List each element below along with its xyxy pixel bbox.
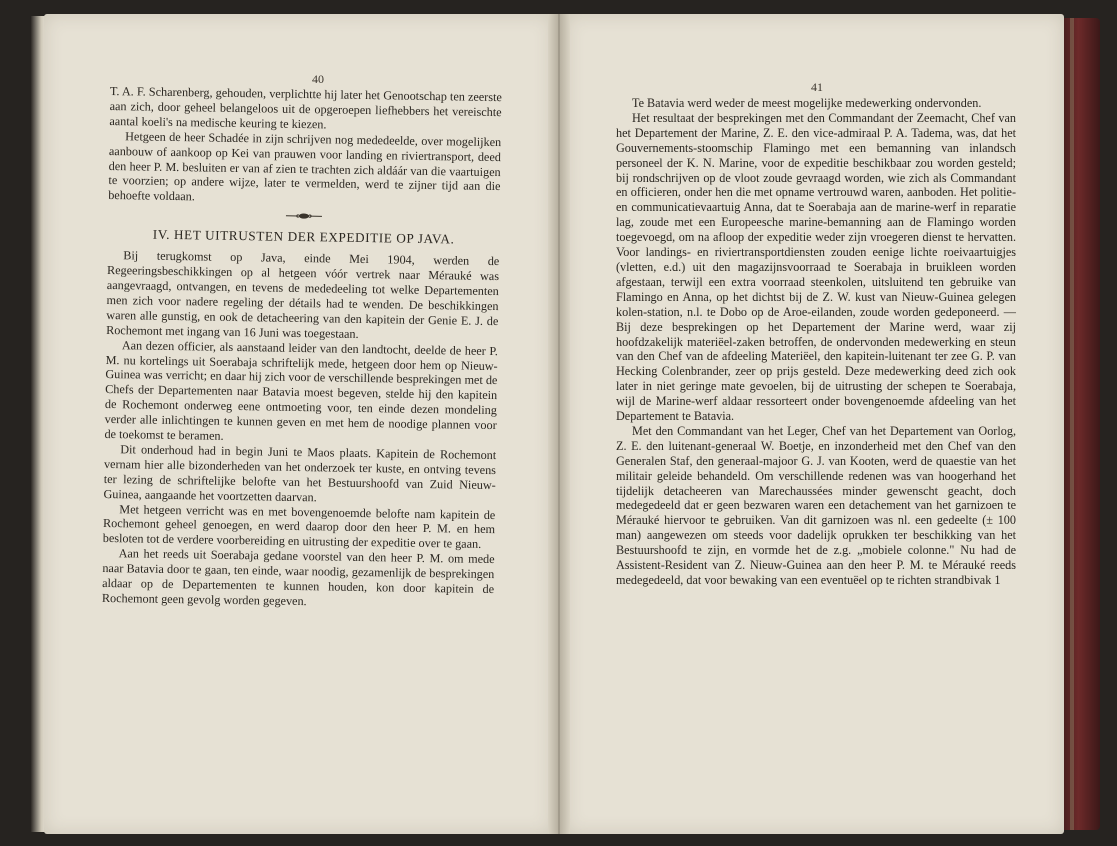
ornament-divider-icon <box>108 209 500 223</box>
paragraph: Met den Commandant van het Leger, Chef van het Departement van Oorlog, Z. E. den luitenant-generaal W. Boetje, en inzonderheid met den Chef van den Generalen Staf, den generaal-majoor G. J. van Kooten, werd de quaestie van het militair geleide behandeld. Om verschillende redenen was van hoogerhand het tijdelijk detacheeren van Marechaussées minder gewenscht geacht, doch medegedeeld dat er geen bezwaren waren een detachement van het garnizoen te Mérauké hiervoor te gebruiken. Van dit garnizoen was nl. een gedeelte (± 100 man) aangewezen om steeds voor dadelijk oprukken ter beschikking van het Bestuurshoofd te zijn, en vormde het de z.g. „mobiele colonne." Nu had de Assistent-Resident van Z. Nieuw-Guinea aan den heer P. M. te Mérauké reeds medegedeeld, dat voor bewaking van een eventuëel op te richten strandbivak 1 <box>616 423 1016 587</box>
book-gutter <box>548 14 570 834</box>
paragraph: Bij terugkomst op Java, einde Mei 1904, werden de Regeeringsbeschikkingen op al hetgeen vóór vertrek naar Mérauké was aangevraagd, ontvangen, en tevens de mededeeling tot welke Departementen men zich voor nadere regeling der détails had te wenden. De beschikkingen waren alle gunstig, en ook de detacheering van den kapitein der Genie E. J. de Rochemont met ingang van 16 Juni was toegestaan. <box>106 248 500 341</box>
paragraph: Aan het reeds uit Soerabaja gedane voorstel van den heer P. M. om mede naar Batavia door te gaan, ten einde, waar noodig, gezamenlijk de besprekingen aldaar op de Departementen te kunnen houden, kon door kapitein de Rochemont geen gevolg worden gegeven. <box>101 546 495 609</box>
paragraph: Hetgeen de heer Schadée in zijn schrijven nog mededeelde, over mogelijken aanbouw of aankoop op Kei van prauwen voor landing en riviertransport, deed den heer P. M. besluiten er van af zien te trachten zich aldáár van die vaartuigen te voorzien; op andere wijze, later te vermelden, werd te zijner tijd aan die behoefte voldaan. <box>108 128 502 204</box>
paragraph: Met hetgeen verricht was en met bovengenoemde belofte nam kapitein de Rochemont geheel genoegen, en werd daarop door den heer P. M. en hem besloten tot de verdere voorbereiding en uitrusting der expeditie over te gaan. <box>102 501 496 552</box>
right-page-number: 41 <box>811 80 823 94</box>
right-page-text <box>616 96 1016 588</box>
left-page-number: 40 <box>312 72 324 86</box>
paragraph: Het resultaat der besprekingen met den Commandant der Zeemacht, Chef van het Departement der Marine, Z. E. den vice-admiraal P. A. Tadema, was, dat het Gouvernements-stoomschip Flamingo met een bemanning van inlandsch personeel der K. N. Marine, voor de expeditie beschikbaar zou worden gesteld; bij rondschrijven op de vloot zoude gevraagd worden, wie zich als Commandant en officieren, onder hen die met opname vertrouwd waren, aanboden. Het politie- en communicatievaartuig Anna, dat te Soerabaja aan de marine-werf in reparatie lag, zoude met een Europeesche marine-bemanning aan de Flamingo worden toegevoegd, om na afloop der expeditie weder zijn vroegeren dienst te hervatten. Voor landings- en riviertransportdiensten zouden eenige lichte roeivaartuigjes (vletten, e.d.) uit den magazijnsvoorraad te Soerabaja in bruikleen worden afgestaan, terwijl een extra voorraad steenkolen, uitsluitend ten gebruike van Flamingo en Anna, op het dichtst bij de Z. W. kust van Nieuw-Guinea gelegen kolen-station, n.l. te Dobo op de Aroe-eilanden, zoude worden gedeponeerd. — Bij deze besprekingen op het Departement der Marine werd, waar zij hoofdzakelijk materiëel-zaken betroffen, de ondervonden medewerking en steun van den Chef van de afdeeling Materiëel, den kapitein-luitenant ter zee G. P. van Hecking Colenbrander, zeer op prijs gesteld. Deze medewerking deed zich ook later in niet geringe mate gevoelen, bij de uitrusting der schepen te Soerabaja, wijl de Marine-werf aldaar ressorteert onder bovengenoemde afdeeling van het Departement te Batavia. <box>616 110 1016 424</box>
paragraph: Te Batavia werd weder de meest mogelijke medewerking ondervonden. <box>632 96 982 110</box>
paragraph: Aan dezen officier, als aanstaand leider van den landtocht, deelde de heer P. M. nu kortelings uit Soerabaja schriftelijk mede, hetgeen door hem op Nieuw-Guinea was verricht; en daar hij zich voor de verschillende besprekingen met de Chefs der Departementen naar Batavia moest begeven, stelde hij den kapitein de Rochemont onderweg eene ontmoeting voor, ten einde dezen mondeling verder alle inlichtingen te kunnen geven en met hem de noodige plannen voor de toekomst te beramen. <box>104 337 498 443</box>
book-binding <box>1064 18 1100 830</box>
left-page-text <box>102 84 502 612</box>
section-heading: IV. HET UITRUSTEN DER EXPEDITIE OP JAVA. <box>152 226 455 247</box>
paragraph: Dit onderhoud had in begin Juni te Maos plaats. Kapitein de Rochemont vernam hier alle bizonderheden van het onderzoek ter kuste, en ontving tevens ter lezing de schriftelijke belofte van het Bestuurshoofd van Zuid Nieuw-Guinea, aangaande het voortzetten daarvan. <box>103 442 497 504</box>
paragraph: T. A. F. Scharenberg, gehouden, verplichtte hij later het Genootschap ten zeerste aan zich, door geheel belangeloos uit de opgeroepen liefhebbers het vereischte aantal koeli's na medische keuring te kiezen. <box>109 84 502 132</box>
